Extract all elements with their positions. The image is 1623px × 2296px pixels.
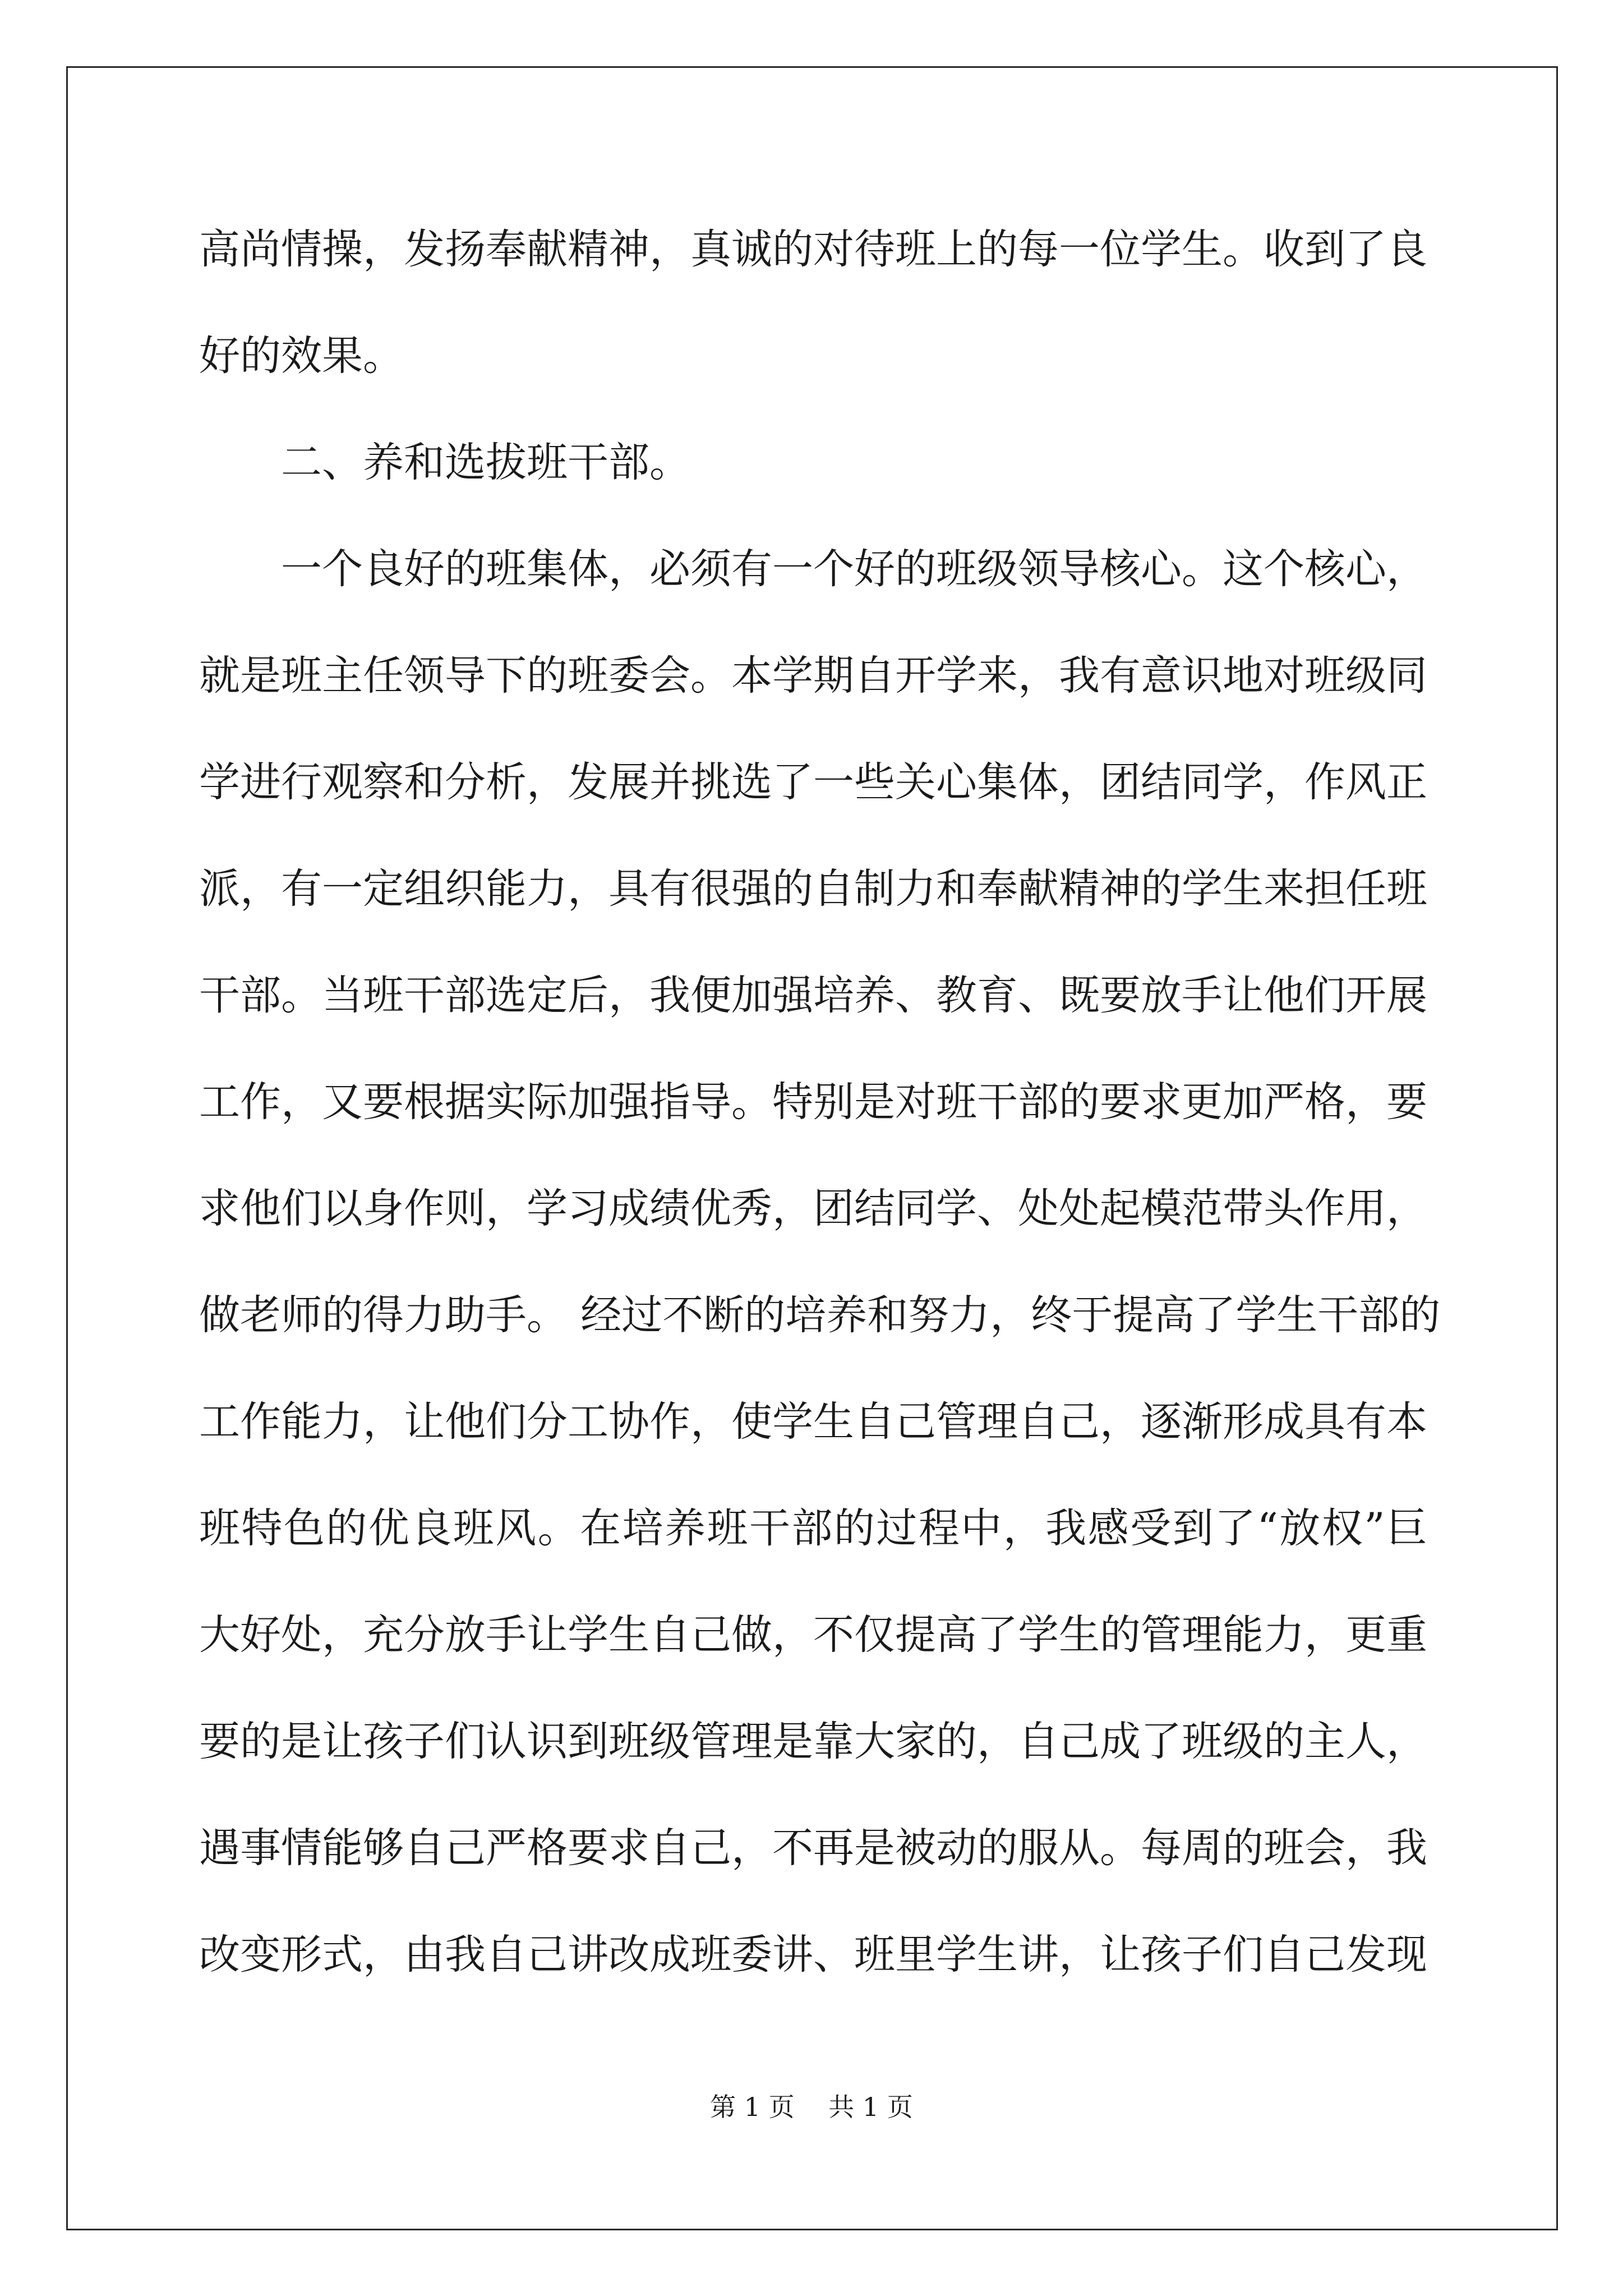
text-line: 高尚情操，发扬奉献精神，真诚的对待班上的每一位学生。收到了良 (199, 226, 1427, 273)
text-line: 学进行观察和分析，发展并挑选了一些关心集体，团结同学，作风正 (199, 758, 1427, 806)
page-number-footer: 第 1 页 共 1 页 (710, 2092, 913, 2122)
text-line: 工作能力，让他们分工协作，使学生自己管理自己，逐渐形成具有本 (199, 1398, 1427, 1446)
text-line: 好的效果。 (199, 332, 404, 380)
text-line: 改变形式，由我自己讲改成班委讲、班里学生讲，让孩子们自己发现 (199, 1931, 1427, 1978)
text-line: 工作，又要根据实际加强指导。特别是对班干部的要求更加严格，要 (199, 1078, 1427, 1126)
text-line: 派，有一定组织能力，具有很强的自制力和奉献精神的学生来担任班 (199, 865, 1427, 913)
text-line: 要的是让孩子们认识到班级管理是靠大家的，自己成了班级的主人， (199, 1718, 1427, 1765)
text-line: 大好处，充分放手让学生自己做，不仅提高了学生的管理能力，更重 (199, 1611, 1427, 1659)
text-line: 干部。当班干部选定后，我便加强培养、教育、既要放手让他们开展 (199, 972, 1427, 1019)
text-line: 求他们以身作则，学习成绩优秀，团结同学、处处起模范带头作用， (199, 1185, 1427, 1232)
text-line: 一个良好的班集体，必须有一个好的班级领导核心。这个核心， (281, 545, 1427, 593)
document-body (199, 219, 1441, 2031)
text-line: 遇事情能够自己严格要求自己，不再是被动的服从。每周的班会，我 (199, 1824, 1427, 1872)
text-line: 做老师的得力助手。 经过不断的培养和努力，终于提高了学生干部的 (199, 1291, 1441, 1339)
text-line: 就是班主任领导下的班委会。本学期自开学来，我有意识地对班级同 (199, 652, 1427, 700)
text-line: 班特色的优良班风。在培养班干部的过程中，我感受到了“放权”巨 (199, 1504, 1427, 1552)
section-heading: 二、养和选拔班干部。 (281, 439, 690, 486)
